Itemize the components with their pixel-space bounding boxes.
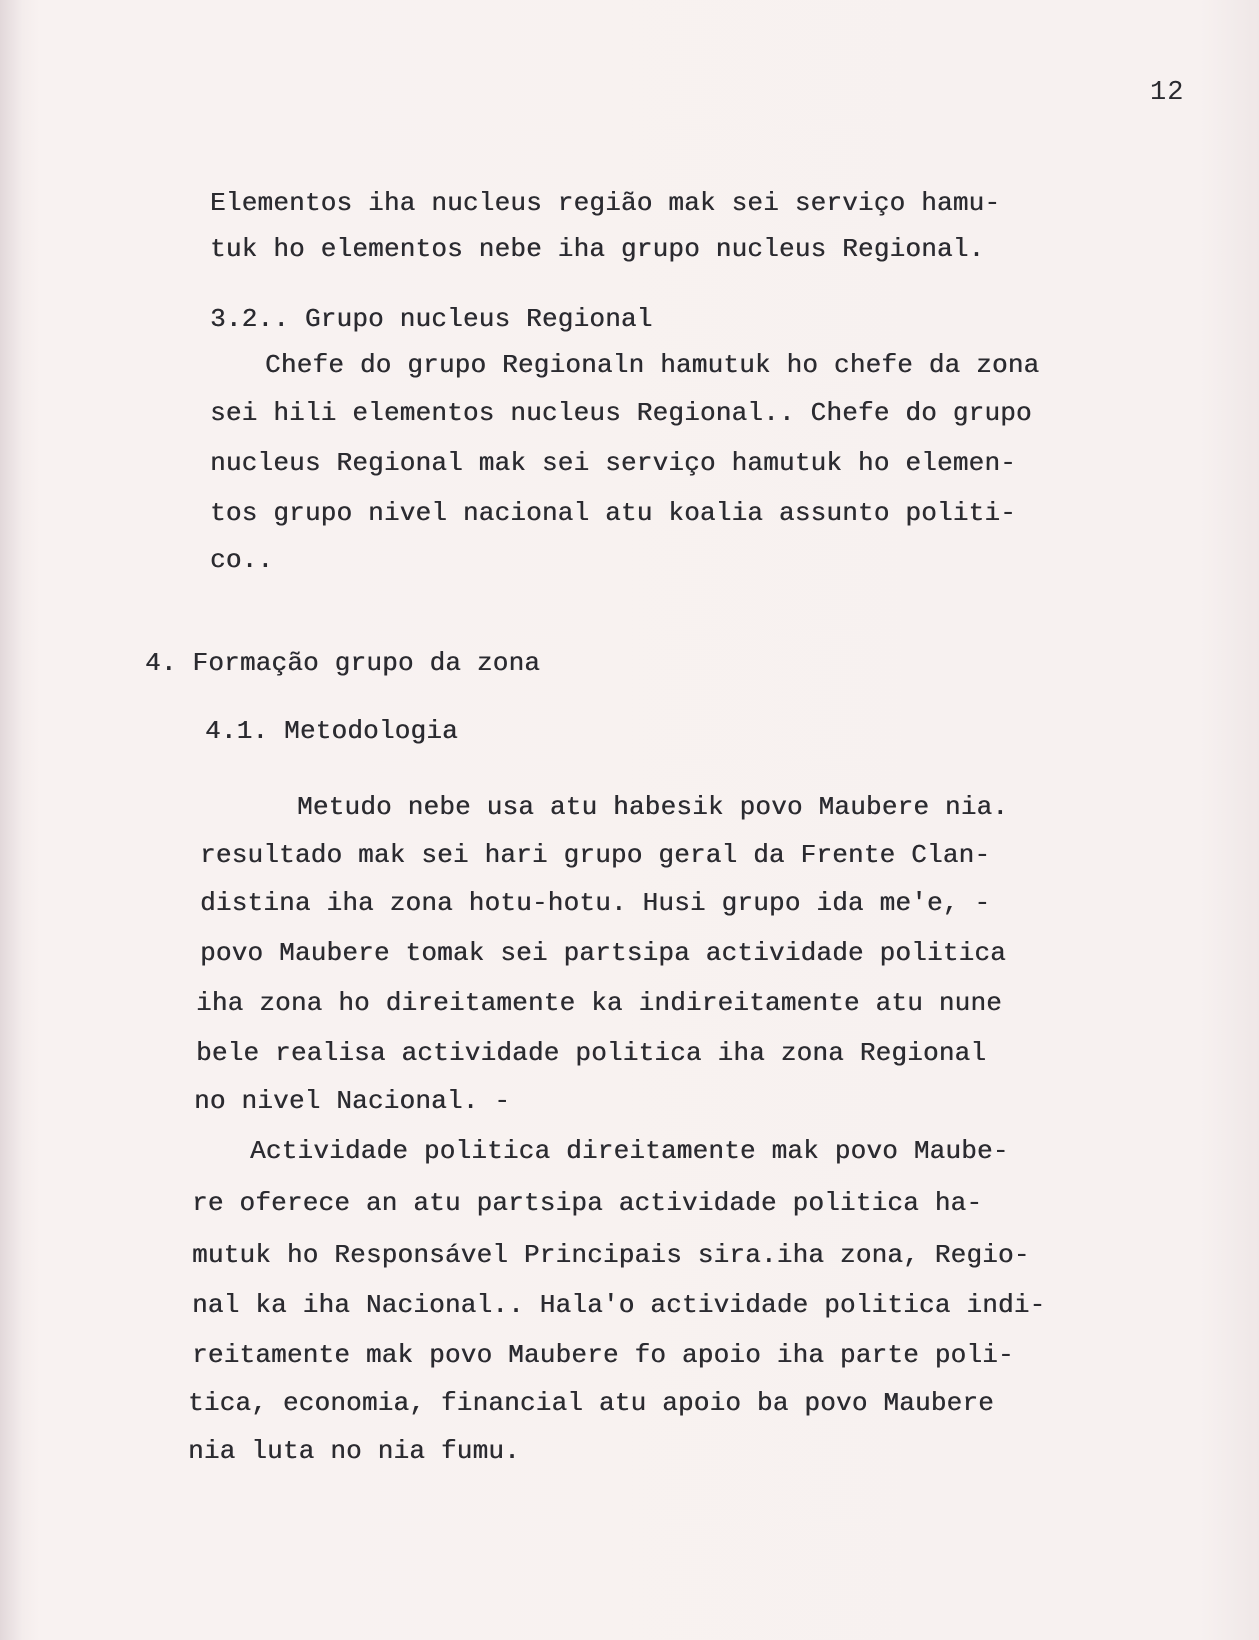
text-line: nucleus Regional mak sei serviço hamutuk ho elemen- (210, 448, 1016, 478)
text-line: Elementos iha nucleus região mak sei serviço hamu- (210, 188, 1001, 218)
text-line: tos grupo nivel nacional atu koalia assunto politi- (210, 498, 1016, 528)
section-heading: 3.2.. Grupo nucleus Regional (210, 304, 653, 334)
text-line: tica, economia, financial atu apoio ba povo Maubere (188, 1388, 994, 1418)
text-line: iha zona ho direitamente ka indireitamente atu nune (196, 988, 1002, 1018)
text-line: Chefe do grupo Regionaln hamutuk ho chefe da zona (265, 350, 1040, 380)
text-line: no nivel Nacional. - (194, 1086, 511, 1116)
text-line: re oferece an atu partsipa actividade politica ha- (192, 1188, 983, 1218)
text-line: Actividade politica direitamente mak povo Maube- (250, 1136, 1009, 1166)
text-line: Metudo nebe usa atu habesik povo Maubere nia. (297, 792, 1009, 822)
text-line: mutuk ho Responsável Principais sira.iha zona, Regio- (192, 1240, 1030, 1270)
page-number: 12 (1150, 78, 1185, 108)
page-edge-shadow (0, 0, 22, 1640)
text-line: povo Maubere tomak sei partsipa actividade politica (200, 938, 1006, 968)
text-line: resultado mak sei hari grupo geral da Frente Clan- (200, 840, 991, 870)
text-line: nia luta no nia fumu. (188, 1436, 520, 1466)
subsection-heading: 4.1. Metodologia (205, 716, 458, 746)
text-line: nal ka iha Nacional.. Hala'o actividade politica indi- (192, 1290, 1046, 1320)
text-line: bele realisa actividade politica iha zona Regional (196, 1038, 987, 1068)
text-line: tuk ho elementos nebe iha grupo nucleus Regional. (210, 234, 985, 264)
text-line: reitamente mak povo Maubere fo apoio iha parte poli- (192, 1340, 1014, 1370)
text-line: co.. (210, 545, 274, 575)
section-heading: 4. Formação grupo da zona (145, 648, 541, 678)
text-line: sei hili elementos nucleus Regional.. Chefe do grupo (210, 398, 1032, 428)
text-line: distina iha zona hotu-hotu. Husi grupo ida me'e, - (200, 888, 991, 918)
